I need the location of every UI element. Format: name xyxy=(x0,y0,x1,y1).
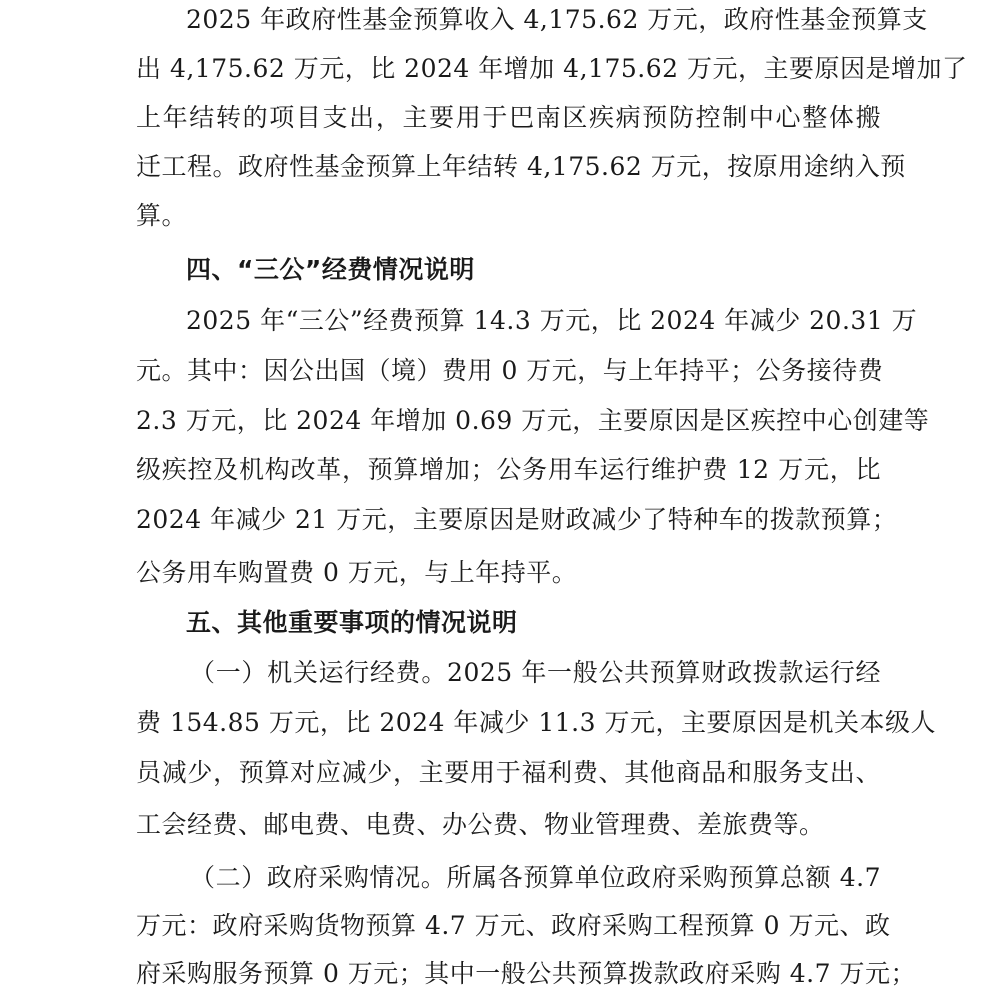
paragraph-line: 2024 年减少 21 万元，主要原因是财政减少了特种车的拨款预算； xyxy=(136,505,898,534)
section-heading: 五、其他重要事项的情况说明 xyxy=(186,608,518,637)
paragraph-line: 2025 年政府性基金预算收入 4,175.62 万元，政府性基金预算支 xyxy=(186,5,928,34)
paragraph-line: 员减少，预算对应减少，主要用于福利费、其他商品和服务支出、 xyxy=(136,758,881,787)
paragraph-line: 工会经费、邮电费、电费、办公费、物业管理费、差旅费等。 xyxy=(136,810,825,839)
paragraph-line: 迁工程。政府性基金预算上年结转 4,175.62 万元，按原用途纳入预 xyxy=(136,152,906,181)
paragraph-line: 出 4,175.62 万元，比 2024 年增加 4,175.62 万元，主要原因是增加了 xyxy=(136,54,968,83)
paragraph-line: 公务用车购置费 0 万元，与上年持平。 xyxy=(136,558,578,587)
paragraph-line: 万元：政府采购货物预算 4.7 万元、政府采购工程预算 0 万元、政 xyxy=(136,911,891,940)
paragraph-line: 上年结转的项目支出，主要用于巴南区疾病预防控制中心整体搬 xyxy=(136,103,881,132)
paragraph-line: 元。其中：因公出国（境）费用 0 万元，与上年持平；公务接待费 xyxy=(136,356,884,385)
paragraph-line: 费 154.85 万元，比 2024 年减少 11.3 万元，主要原因是机关本级人 xyxy=(136,708,936,737)
paragraph-line: （一）机关运行经费。2025 年一般公共预算财政拨款运行经 xyxy=(190,658,881,687)
section-heading: 四、“三公”经费情况说明 xyxy=(186,255,475,284)
paragraph-line: 2.3 万元，比 2024 年增加 0.69 万元，主要原因是区疾控中心创建等 xyxy=(136,406,930,435)
paragraph-line: 级疾控及机构改革，预算增加；公务用车运行维护费 12 万元，比 xyxy=(136,455,881,484)
paragraph-line: 府采购服务预算 0 万元；其中一般公共预算拨款政府采购 4.7 万元； xyxy=(136,959,916,988)
paragraph-line: 2025 年“三公”经费预算 14.3 万元，比 2024 年减少 20.31 万 xyxy=(186,306,918,335)
paragraph-line: （二）政府采购情况。所属各预算单位政府采购预算总额 4.7 xyxy=(190,863,881,892)
paragraph-line: 算。 xyxy=(136,201,188,230)
